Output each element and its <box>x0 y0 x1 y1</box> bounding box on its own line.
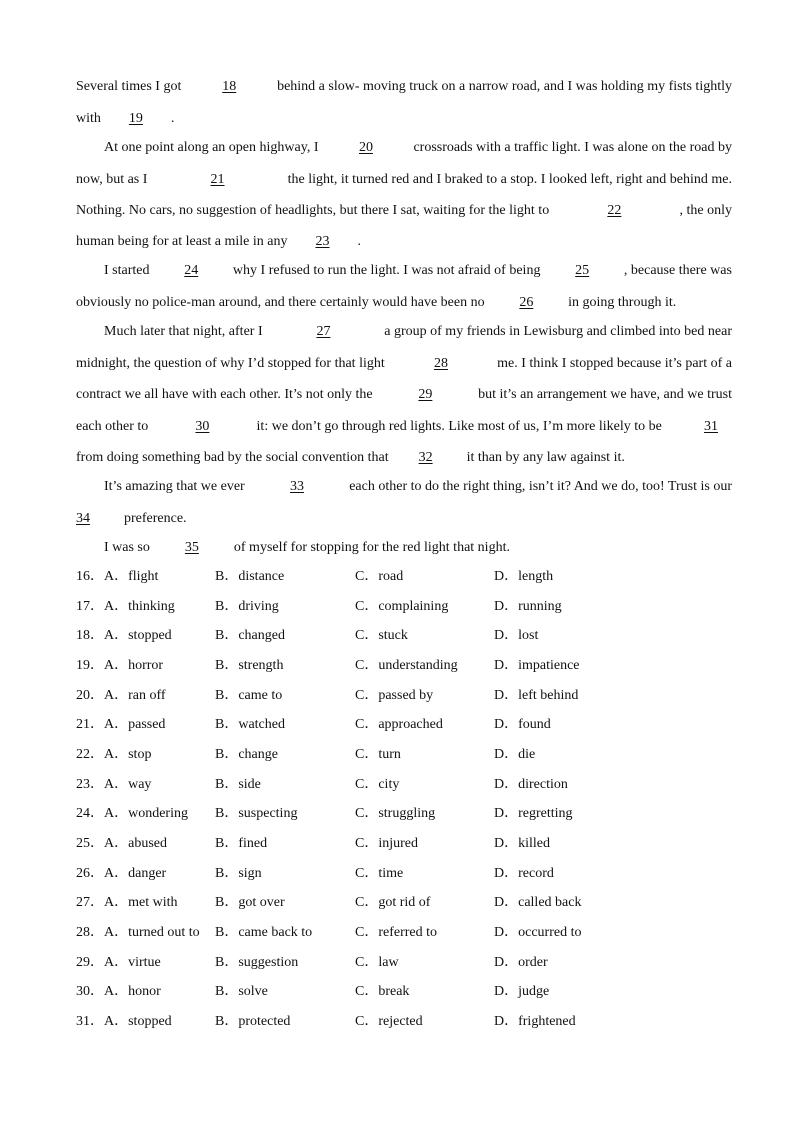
question-number: 18． <box>76 628 104 644</box>
passage-line <box>76 110 732 128</box>
question-row <box>76 805 732 823</box>
blank-33[interactable]: 33 <box>289 479 304 494</box>
passage-text: I started <box>104 263 150 278</box>
passage-line <box>76 202 732 220</box>
option-b[interactable]: B．fined <box>215 836 268 851</box>
option-d[interactable]: D．die <box>494 747 536 762</box>
option-d[interactable]: D．order <box>494 954 548 970</box>
blank-19[interactable]: 19 <box>128 111 143 126</box>
passage-line <box>76 78 732 96</box>
option-a[interactable]: A．horror <box>104 658 164 673</box>
passage-text: Much later that night, after I <box>104 324 263 339</box>
blank-25[interactable]: 25 <box>575 263 590 278</box>
blank-22[interactable]: 22 <box>607 203 622 218</box>
passage-line <box>76 449 732 467</box>
option-a[interactable]: A．abused <box>104 836 167 851</box>
question-row <box>76 657 732 675</box>
question-number: 19． <box>76 658 104 673</box>
passage-text: crossroads with a traffic light. I was alone on the road by <box>413 140 732 155</box>
passage-text: a group of my friends in Lewisburg and climbed into bed near <box>384 324 732 339</box>
option-b[interactable]: B．solve <box>215 984 268 1000</box>
passage-line <box>104 478 732 496</box>
option-c[interactable]: C．turn <box>355 747 401 762</box>
option-a[interactable]: A．wondering <box>104 806 188 822</box>
option-a[interactable]: A．danger <box>104 865 167 881</box>
option-a[interactable]: A．passed <box>104 717 166 733</box>
blank-34[interactable]: 34 <box>76 511 90 526</box>
option-c[interactable]: C．understanding <box>355 658 458 673</box>
blank-32[interactable]: 32 <box>418 450 433 465</box>
blank-29[interactable]: 29 <box>418 387 433 402</box>
option-c[interactable]: C．complaining <box>355 598 449 614</box>
passage-text: with <box>76 111 101 126</box>
passage-text: Nothing. No cars, no suggestion of headlights, but there I sat, waiting for the light to <box>76 203 550 218</box>
passage-text: human being for at least a mile in any <box>76 234 288 249</box>
question-row <box>76 835 732 853</box>
option-c[interactable]: C．struggling <box>355 806 436 822</box>
passage-text: each other to <box>76 419 149 434</box>
option-b[interactable]: B．strength <box>215 658 284 673</box>
question-number: 29． <box>76 954 104 970</box>
question-number: 31． <box>76 1014 104 1029</box>
passage-text: now, but as I <box>76 172 148 187</box>
passage-line <box>76 233 732 251</box>
passage-text: . <box>170 111 175 126</box>
passage-text: obviously no police-man around, and there certainly would have been no <box>76 295 485 310</box>
passage-text: but it’s an arrangement we have, and we trust <box>478 387 732 402</box>
option-b[interactable]: B．got over <box>215 895 285 911</box>
question-number: 22． <box>76 747 104 762</box>
passage-text: . <box>357 234 361 249</box>
question-row <box>76 865 732 883</box>
option-a[interactable]: A．stopped <box>104 628 172 644</box>
question-number: 23． <box>76 776 104 792</box>
passage-text: midnight, the question of why I’d stopped for that light <box>76 356 385 371</box>
blank-27[interactable]: 27 <box>316 324 331 339</box>
option-d[interactable]: D．judge <box>494 984 550 1000</box>
option-d[interactable]: D．record <box>494 865 554 881</box>
passage-text: behind a slow- moving truck on a narrow road, and I was holding my fists tightly <box>277 79 732 94</box>
option-d[interactable]: D．occurred to <box>494 925 582 940</box>
option-d[interactable]: D．found <box>494 717 551 733</box>
option-a[interactable]: A．met with <box>104 895 178 911</box>
option-d[interactable]: D．direction <box>494 776 568 792</box>
blank-24[interactable]: 24 <box>184 263 199 278</box>
passage-line <box>76 171 732 189</box>
option-d[interactable]: D．regretting <box>494 806 573 822</box>
passage-text: the light, it turned red and I braked to a stop. I looked left, right and behind me. <box>287 172 732 187</box>
option-c[interactable]: C．city <box>355 776 400 792</box>
passage-line <box>104 139 732 157</box>
passage-line <box>76 510 732 528</box>
question-row <box>76 627 732 645</box>
passage-line <box>76 418 746 436</box>
passage-text: contract we all have with each other. It’s not only the <box>76 387 373 402</box>
question-row <box>76 924 732 942</box>
question-number: 27． <box>76 895 104 911</box>
question-number: 21． <box>76 717 104 733</box>
question-row <box>76 894 732 912</box>
option-c[interactable]: C．road <box>355 569 404 584</box>
passage-line <box>76 386 732 404</box>
option-c[interactable]: C．stuck <box>355 628 408 644</box>
option-d[interactable]: D．killed <box>494 836 550 851</box>
option-b[interactable]: B．driving <box>215 598 279 614</box>
option-a[interactable]: A．way <box>104 776 152 792</box>
option-c[interactable]: C．got rid of <box>355 895 431 911</box>
question-number: 16． <box>76 569 104 584</box>
passage-line <box>76 355 732 373</box>
option-d[interactable]: D．frightened <box>494 1014 576 1029</box>
passage-text: I was so <box>104 540 150 555</box>
blank-35[interactable]: 35 <box>184 540 199 555</box>
question-row <box>76 1013 732 1031</box>
blank-20[interactable]: 20 <box>358 140 373 155</box>
question-number: 24． <box>76 806 104 822</box>
passage-line <box>76 294 732 312</box>
question-row <box>76 687 732 705</box>
passage-line <box>104 323 732 341</box>
option-a[interactable]: A．turned out to <box>104 925 200 940</box>
option-c[interactable]: C．break <box>355 984 410 1000</box>
question-number: 25． <box>76 836 104 851</box>
option-d[interactable]: D．running <box>494 598 562 614</box>
option-c[interactable]: C．passed by <box>355 687 434 703</box>
blank-26[interactable]: 26 <box>519 295 534 310</box>
question-row <box>76 716 732 734</box>
passage-text: me. I think I stopped because it’s part of a <box>497 356 732 371</box>
blank-28[interactable]: 28 <box>433 356 448 371</box>
option-d[interactable]: D．lost <box>494 628 539 644</box>
blank-21[interactable]: 21 <box>210 172 225 187</box>
question-row <box>76 983 732 1001</box>
blank-30[interactable]: 30 <box>195 419 210 434</box>
option-b[interactable]: B．protected <box>215 1014 291 1029</box>
question-number: 28． <box>76 925 104 940</box>
passage-text: , because there was <box>623 263 732 278</box>
option-c[interactable]: C．approached <box>355 717 443 733</box>
passage-text: in going through it. <box>568 295 677 310</box>
option-d[interactable]: D．left behind <box>494 687 579 703</box>
passage-text: it than by any law against it. <box>466 450 625 465</box>
option-a[interactable]: A．virtue <box>104 954 161 970</box>
option-b[interactable]: B．sign <box>215 865 262 881</box>
question-row <box>76 776 732 794</box>
question-number: 26． <box>76 865 104 881</box>
option-d[interactable]: D．impatience <box>494 658 580 673</box>
option-b[interactable]: B．suggestion <box>215 954 299 970</box>
option-a[interactable]: A．flight <box>104 569 159 584</box>
passage-text: At one point along an open highway, I <box>104 140 319 155</box>
passage-text: , the only <box>679 203 732 218</box>
question-number: 17． <box>76 598 104 614</box>
passage-line <box>104 262 732 280</box>
question-number: 30． <box>76 984 104 1000</box>
option-b[interactable]: B．changed <box>215 628 285 644</box>
question-row <box>76 746 732 764</box>
passage-text: why I refused to run the light. I was not afraid of being <box>232 263 541 278</box>
option-a[interactable]: A．ran off <box>104 687 166 703</box>
option-b[interactable]: B．distance <box>215 569 285 584</box>
option-b[interactable]: B．came back to <box>215 925 313 940</box>
option-b[interactable]: B．came to <box>215 687 283 703</box>
question-row <box>76 568 732 586</box>
option-d[interactable]: D．length <box>494 569 554 584</box>
option-c[interactable]: C．rejected <box>355 1014 423 1029</box>
passage-text: of myself for stopping for the red light that night. <box>233 540 510 555</box>
passage-text: from doing something bad by the social convention that <box>76 450 389 465</box>
passage-text: preference. <box>124 511 187 526</box>
blank-31[interactable]: 31 <box>703 419 718 434</box>
passage-text: Several times I got <box>76 79 182 94</box>
option-c[interactable]: C．referred to <box>355 925 438 940</box>
option-c[interactable]: C．injured <box>355 836 418 851</box>
option-a[interactable]: A．thinking <box>104 598 175 614</box>
option-b[interactable]: B．suspecting <box>215 806 298 822</box>
option-b[interactable]: B．watched <box>215 717 285 733</box>
option-d[interactable]: D．called back <box>494 895 582 911</box>
passage-text: It’s amazing that we ever <box>104 479 245 494</box>
passage-line <box>104 539 732 557</box>
option-b[interactable]: B．change <box>215 747 278 762</box>
option-c[interactable]: C．law <box>355 954 399 970</box>
question-row <box>76 598 732 616</box>
question-number: 20． <box>76 687 104 703</box>
passage-text: it: we don’t go through red lights. Like most of us, I’m more likely to be <box>256 419 662 434</box>
option-c[interactable]: C．time <box>355 865 404 881</box>
option-a[interactable]: A．stop <box>104 747 152 762</box>
question-row <box>76 954 732 972</box>
blank-23[interactable]: 23 <box>315 234 330 249</box>
option-a[interactable]: A．honor <box>104 984 161 1000</box>
passage-text: each other to do the right thing, isn’t it? And we do, too! Trust is our <box>349 479 732 494</box>
option-b[interactable]: B．side <box>215 776 261 792</box>
option-a[interactable]: A．stopped <box>104 1014 172 1029</box>
blank-18[interactable]: 18 <box>222 79 237 94</box>
